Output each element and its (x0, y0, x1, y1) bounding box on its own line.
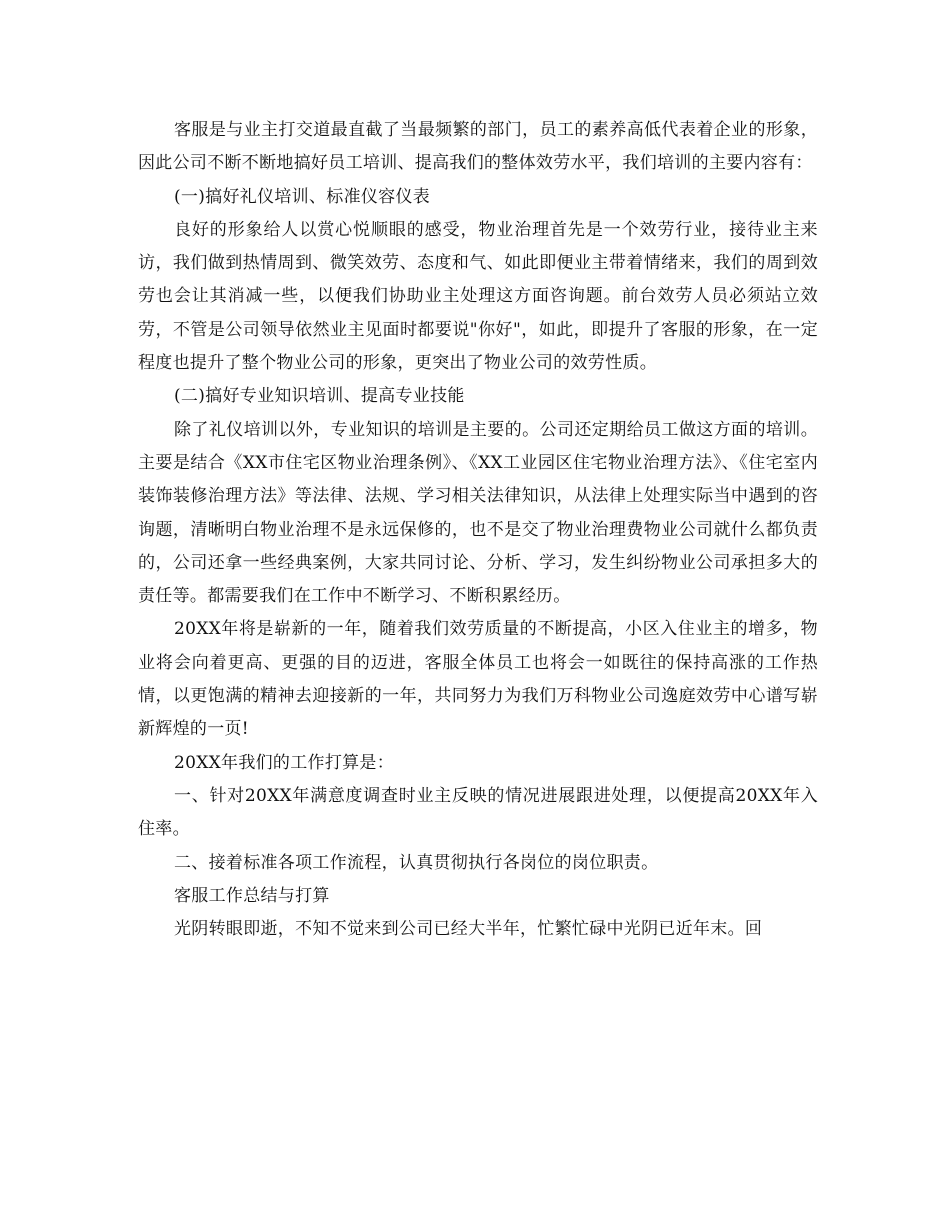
paragraph-plan-intro: 20XX年我们的工作打算是： (174, 752, 395, 773)
plan-item-1: 一、针对20XX年满意度调查时业主反映的情况进展跟进处理，以便提高20XX年入住率。 (138, 785, 818, 840)
paragraph-etiquette: 良好的形象给人以赏心悦顺眼的感受，物业治理首先是一个效劳行业，接待业主来访，我们做到热情周到、微笑效劳、态度和气、如此即便业主带着情绪来，我们的周到效劳也会让其消减一些，以便我们协助业主处理这方面咨询题。前台效劳人员必须站立效劳，不管是公司领导依然业主见面时都要说"你好"，如此，即提升了客服的形象，在一定程度也提升了整个物业公司的形象，更突出了物业公司的效劳性质。 (138, 219, 818, 374)
section-heading-etiquette: (一)搞好礼仪培训、标准仪容仪表 (174, 186, 431, 207)
paragraph-outlook: 20XX年将是崭新的一年，随着我们效劳质量的不断提高，小区入住业主的增多，物业将会向着更高、更强的目的迈进，客服全体员工也将会一如既往的保持高涨的工作热情，以更饱满的精神去迎接新的一年，共同努力为我们万科物业公司逸庭效劳中心谱写崭新辉煌的一页! (138, 619, 818, 740)
paragraph-summary-start: 光阴转眼即逝，不知不觉来到公司已经大半年，忙繁忙碌中光阴已近年末。回 (174, 919, 763, 940)
plan-item-2: 二、接着标准各项工作流程，认真贯彻执行各岗位的岗位职责。 (174, 852, 659, 873)
section-heading-professional: (二)搞好专业知识培训、提高专业技能 (174, 386, 465, 407)
section-title-summary: 客服工作总结与打算 (174, 885, 330, 906)
paragraph-intro: 客服是与业主打交道最直截了当最频繁的部门，员工的素养高低代表着企业的形象，因此公司不断不断地搞好员工培训、提高我们的整体效劳水平，我们培训的主要内容有： (138, 120, 818, 174)
document-body (138, 114, 818, 946)
paragraph-professional: 除了礼仪培训以外，专业知识的培训是主要的。公司还定期给员工做这方面的培训。主要是结合《XX市住宅区物业治理条例》、《XX工业园区住宅物业治理方法》、《住宅室内装饰装修治理方法》等法律、法规、学习相关法律知识，从法律上处理实际当中遇到的咨询题，清晰明白物业治理不是永远保修的，也不是交了物业治理费物业公司就什么都负责的，公司还拿一些经典案例，大家共同讨论、分析、学习，发生纠纷物业公司承担多大的责任等。都需要我们在工作中不断学习、不断积累经历。 (138, 419, 818, 607)
